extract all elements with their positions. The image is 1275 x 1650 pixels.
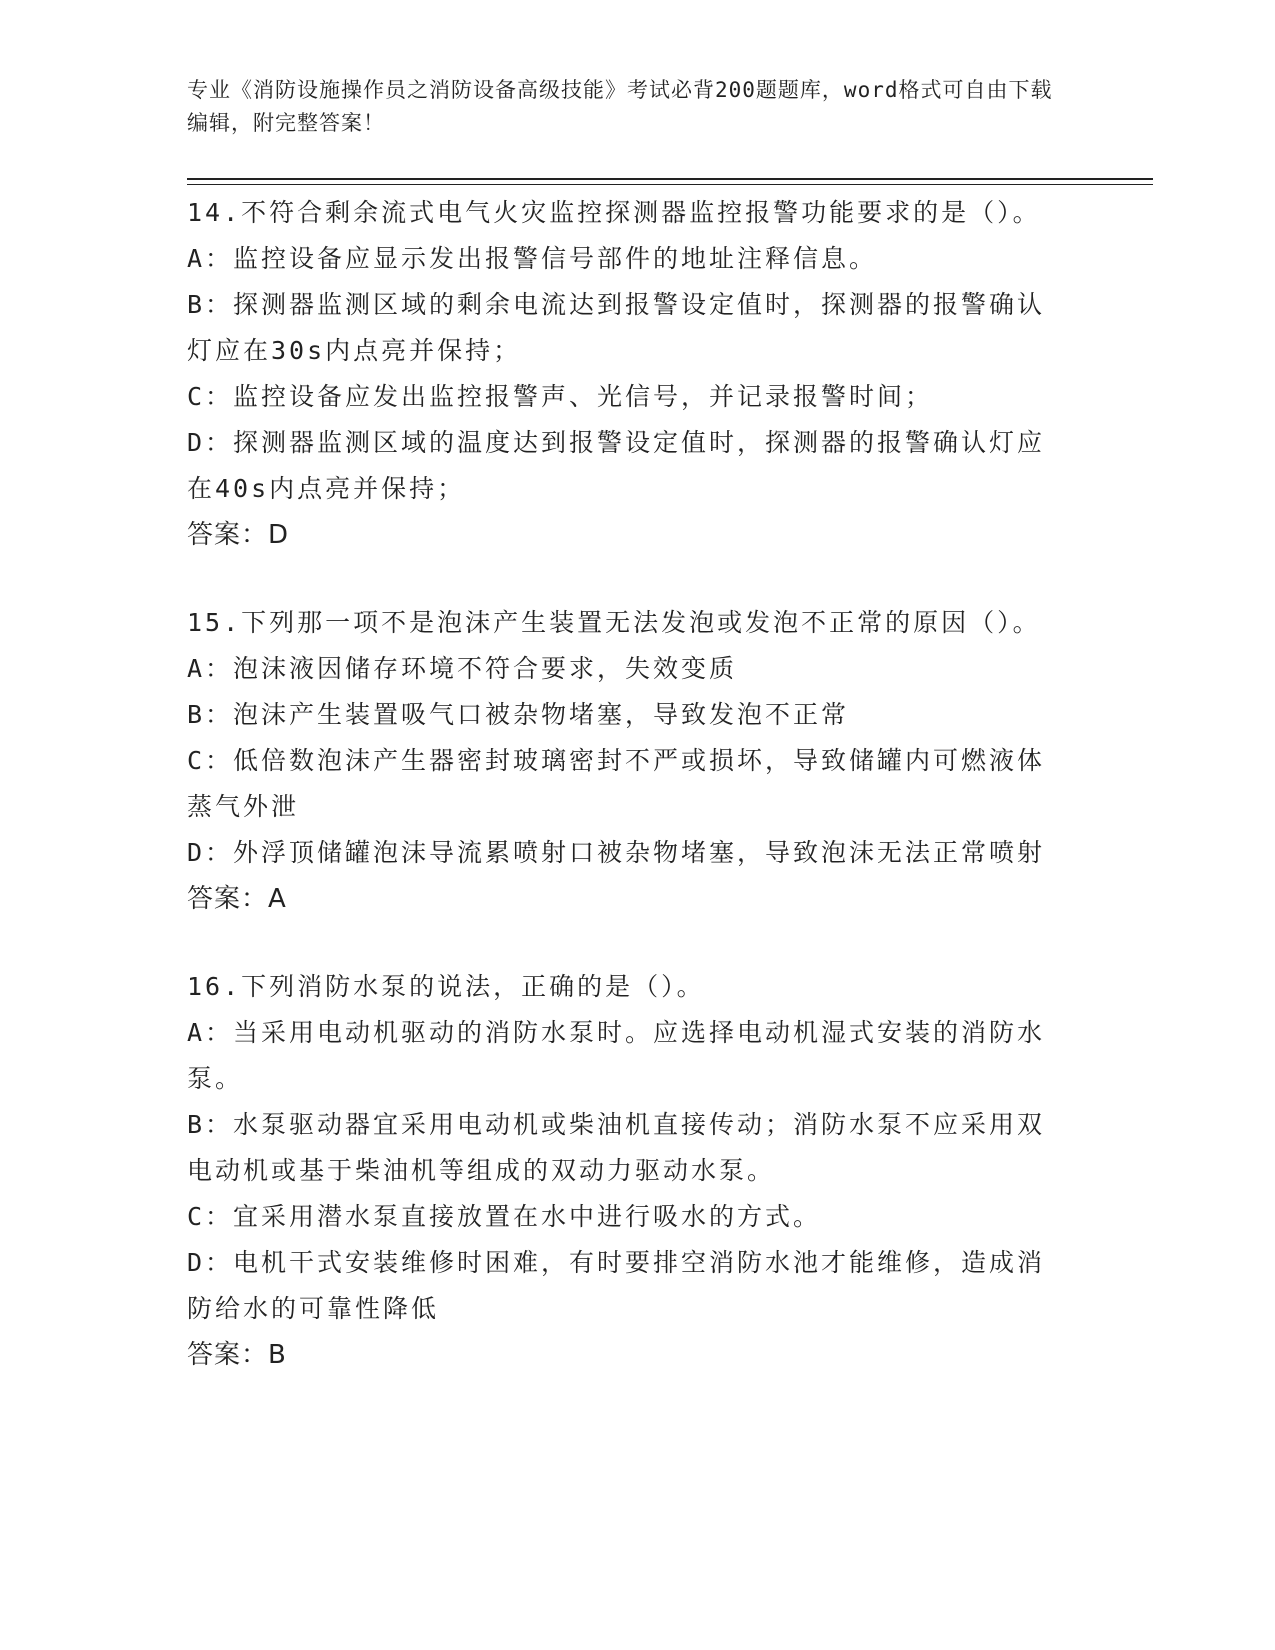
question-stem: 15.下列那一项不是泡沫产生装置无法发泡或发泡不正常的原因（）。 [187, 608, 1041, 637]
answer: 答案：D [187, 520, 290, 550]
option-d: D：电机干式安装维修时困难，有时要排空消防水池才能维修，造成消防给水的可靠性降低 [187, 1248, 1046, 1323]
option-d: D：外浮顶储罐泡沫导流累喷射口被杂物堵塞，导致泡沫无法正常喷射 [187, 838, 1046, 867]
header-divider-thick [187, 178, 1153, 180]
answer: 答案：B [187, 1340, 287, 1370]
document-header [187, 74, 1067, 140]
option-d: D：探测器监测区域的温度达到报警设定值时，探测器的报警确认灯应在40s内点亮并保持； [187, 428, 1046, 503]
question-15 [187, 600, 1067, 922]
question-stem: 16.下列消防水泵的说法，正确的是（）。 [187, 972, 705, 1001]
question-stem: 14.不符合剩余流式电气火灾监控探测器监控报警功能要求的是（）。 [187, 198, 1041, 227]
option-a: A：泡沫液因储存环境不符合要求，失效变质 [187, 654, 738, 683]
option-b: B：泡沫产生装置吸气口被杂物堵塞，导致发泡不正常 [187, 700, 850, 729]
question-list [187, 190, 1067, 1420]
answer: 答案：A [187, 884, 287, 914]
option-a: A：当采用电动机驱动的消防水泵时。应选择电动机湿式安装的消防水泵。 [187, 1018, 1046, 1093]
header-intro: 专业《消防设施操作员之消防设备高级技能》考试必背200题题库，word格式可自由下载编辑，附完整答案！ [187, 78, 1053, 135]
option-b: B：水泵驱动器宜采用电动机或柴油机直接传动；消防水泵不应采用双电动机或基于柴油机等组成的双动力驱动水泵。 [187, 1110, 1046, 1185]
option-c: C：低倍数泡沫产生器密封玻璃密封不严或损坏，导致储罐内可燃液体蒸气外泄 [187, 746, 1046, 821]
option-b: B：探测器监测区域的剩余电流达到报警设定值时，探测器的报警确认灯应在30s内点亮并保持； [187, 290, 1046, 365]
option-c: C：宜采用潜水泵直接放置在水中进行吸水的方式。 [187, 1202, 822, 1231]
header-divider-thin [187, 184, 1153, 185]
option-c: C：监控设备应发出监控报警声、光信号，并记录报警时间； [187, 382, 934, 411]
question-16 [187, 964, 1067, 1378]
question-14 [187, 190, 1067, 558]
option-a: A：监控设备应显示发出报警信号部件的地址注释信息。 [187, 244, 878, 273]
